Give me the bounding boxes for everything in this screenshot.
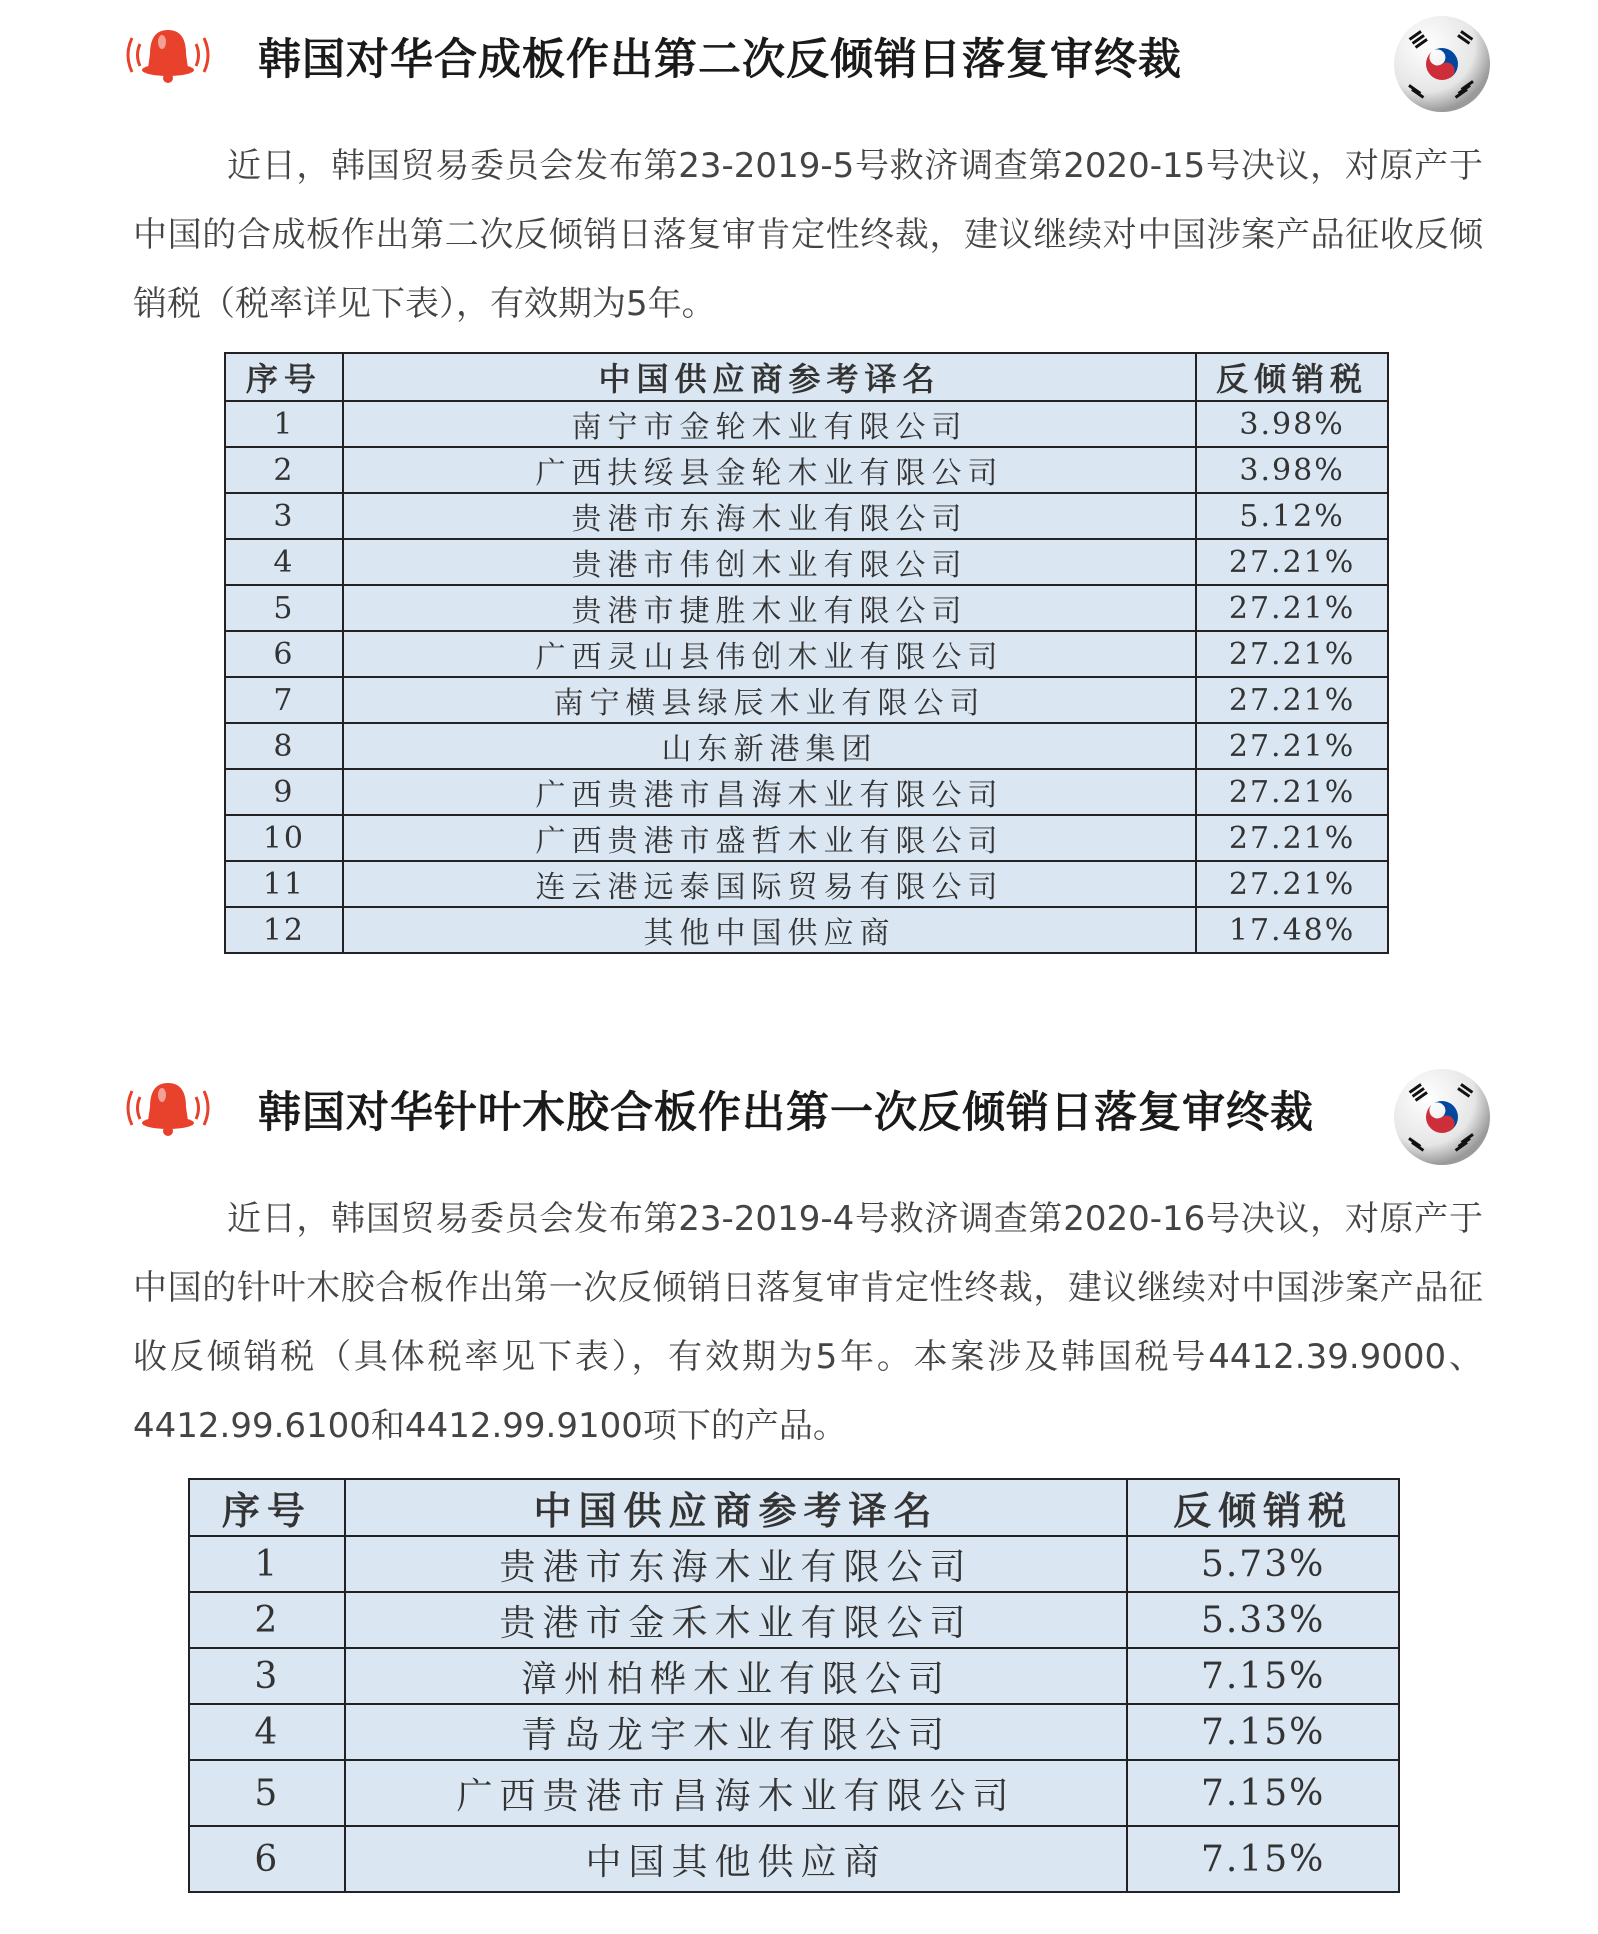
row-rate: 5.73% bbox=[1127, 1536, 1399, 1592]
row-rate: 7.15% bbox=[1127, 1704, 1399, 1760]
row-rate: 3.98% bbox=[1196, 401, 1388, 447]
row-rate: 7.15% bbox=[1127, 1760, 1399, 1826]
table-row bbox=[189, 1704, 1399, 1760]
row-supplier: 贵港市金禾木业有限公司 bbox=[345, 1592, 1128, 1648]
table-row bbox=[225, 815, 1388, 861]
alarm-bell-icon bbox=[118, 20, 218, 90]
row-no: 2 bbox=[225, 447, 343, 493]
row-supplier: 南宁横县绿辰木业有限公司 bbox=[343, 677, 1196, 723]
row-rate: 3.98% bbox=[1196, 447, 1388, 493]
korea-flag-icon bbox=[1392, 1067, 1492, 1167]
alarm-bell-icon bbox=[118, 1073, 218, 1143]
header-no: 序号 bbox=[189, 1479, 345, 1536]
row-no: 3 bbox=[189, 1648, 345, 1704]
row-supplier: 广西贵港市昌海木业有限公司 bbox=[345, 1760, 1128, 1826]
table-row bbox=[225, 861, 1388, 907]
row-no: 6 bbox=[225, 631, 343, 677]
row-supplier: 南宁市金轮木业有限公司 bbox=[343, 401, 1196, 447]
table-header-row bbox=[189, 1479, 1399, 1536]
section-header bbox=[0, 1053, 1598, 1173]
row-no: 11 bbox=[225, 861, 343, 907]
row-no: 4 bbox=[225, 539, 343, 585]
row-supplier: 连云港远泰国际贸易有限公司 bbox=[343, 861, 1196, 907]
table-row bbox=[225, 677, 1388, 723]
row-supplier: 贵港市伟创木业有限公司 bbox=[343, 539, 1196, 585]
header-duty: 反倾销税 bbox=[1196, 353, 1388, 401]
row-supplier: 中国其他供应商 bbox=[345, 1826, 1128, 1892]
row-rate: 27.21% bbox=[1196, 815, 1388, 861]
row-rate: 27.21% bbox=[1196, 539, 1388, 585]
duty-table bbox=[224, 352, 1389, 954]
row-supplier: 山东新港集团 bbox=[343, 723, 1196, 769]
row-no: 10 bbox=[225, 815, 343, 861]
row-rate: 27.21% bbox=[1196, 631, 1388, 677]
row-supplier: 贵港市捷胜木业有限公司 bbox=[343, 585, 1196, 631]
table-row bbox=[189, 1536, 1399, 1592]
table-row bbox=[225, 631, 1388, 677]
row-supplier: 广西灵山县伟创木业有限公司 bbox=[343, 631, 1196, 677]
table-row bbox=[189, 1592, 1399, 1648]
row-supplier: 青岛龙宇木业有限公司 bbox=[345, 1704, 1128, 1760]
row-rate: 27.21% bbox=[1196, 769, 1388, 815]
table-row bbox=[225, 907, 1388, 953]
header-no: 序号 bbox=[225, 353, 343, 401]
section-title: 韩国对华针叶木胶合板作出第一次反倾销日落复审终裁 bbox=[258, 1088, 1314, 1138]
section-softwood-plywood bbox=[0, 1053, 1598, 1883]
table-row bbox=[225, 769, 1388, 815]
row-no: 1 bbox=[189, 1536, 345, 1592]
row-rate: 5.33% bbox=[1127, 1592, 1399, 1648]
row-no: 3 bbox=[225, 493, 343, 539]
section-synthetic-board bbox=[0, 0, 1598, 951]
row-no: 12 bbox=[225, 907, 343, 953]
row-rate: 5.12% bbox=[1196, 493, 1388, 539]
row-supplier: 漳州柏桦木业有限公司 bbox=[345, 1648, 1128, 1704]
row-no: 5 bbox=[225, 585, 343, 631]
row-supplier: 其他中国供应商 bbox=[343, 907, 1196, 953]
table-row bbox=[225, 401, 1388, 447]
row-supplier: 广西贵港市盛哲木业有限公司 bbox=[343, 815, 1196, 861]
row-no: 8 bbox=[225, 723, 343, 769]
section-paragraph: 近日，韩国贸易委员会发布第23-2019-5号救济调查第2020-15号决议，对原产于中国的合成板作出第二次反倾销日落复审肯定性终裁，建议继续对中国涉案产品征收反倾销税（税率详见下表），有效期为5年。 bbox=[133, 146, 1483, 324]
table-row bbox=[189, 1760, 1399, 1826]
section-title: 韩国对华合成板作出第二次反倾销日落复审终裁 bbox=[258, 35, 1182, 85]
row-rate: 27.21% bbox=[1196, 723, 1388, 769]
row-no: 1 bbox=[225, 401, 343, 447]
header-duty: 反倾销税 bbox=[1127, 1479, 1399, 1536]
row-rate: 7.15% bbox=[1127, 1648, 1399, 1704]
row-supplier: 广西贵港市昌海木业有限公司 bbox=[343, 769, 1196, 815]
row-rate: 27.21% bbox=[1196, 861, 1388, 907]
table-row bbox=[189, 1648, 1399, 1704]
row-rate: 7.15% bbox=[1127, 1826, 1399, 1892]
table-row bbox=[225, 539, 1388, 585]
row-rate: 17.48% bbox=[1196, 907, 1388, 953]
row-rate: 27.21% bbox=[1196, 585, 1388, 631]
table-row bbox=[225, 447, 1388, 493]
table-row bbox=[225, 493, 1388, 539]
row-rate: 27.21% bbox=[1196, 677, 1388, 723]
table-row bbox=[189, 1826, 1399, 1892]
row-no: 7 bbox=[225, 677, 343, 723]
row-no: 5 bbox=[189, 1760, 345, 1826]
row-no: 4 bbox=[189, 1704, 345, 1760]
row-supplier: 广西扶绥县金轮木业有限公司 bbox=[343, 447, 1196, 493]
row-supplier: 贵港市东海木业有限公司 bbox=[345, 1536, 1128, 1592]
header-supplier: 中国供应商参考译名 bbox=[343, 353, 1196, 401]
table-row bbox=[225, 723, 1388, 769]
row-no: 2 bbox=[189, 1592, 345, 1648]
row-no: 6 bbox=[189, 1826, 345, 1892]
header-supplier: 中国供应商参考译名 bbox=[345, 1479, 1128, 1536]
table-row bbox=[225, 585, 1388, 631]
section-paragraph: 近日，韩国贸易委员会发布第23-2019-4号救济调查第2020-16号决议，对原产于中国的针叶木胶合板作出第一次反倾销日落复审肯定性终裁，建议继续对中国涉案产品征收反倾销税（具体税率见下表），有效期为5年。本案涉及韩国税号4412.39.9000、4412.99.6100和4412.99.9100项下的产品。 bbox=[133, 1199, 1483, 1446]
table-header-row bbox=[225, 353, 1388, 401]
row-supplier: 贵港市东海木业有限公司 bbox=[343, 493, 1196, 539]
section-header bbox=[0, 0, 1598, 120]
korea-flag-icon bbox=[1392, 14, 1492, 114]
duty-table bbox=[188, 1478, 1400, 1893]
row-no: 9 bbox=[225, 769, 343, 815]
